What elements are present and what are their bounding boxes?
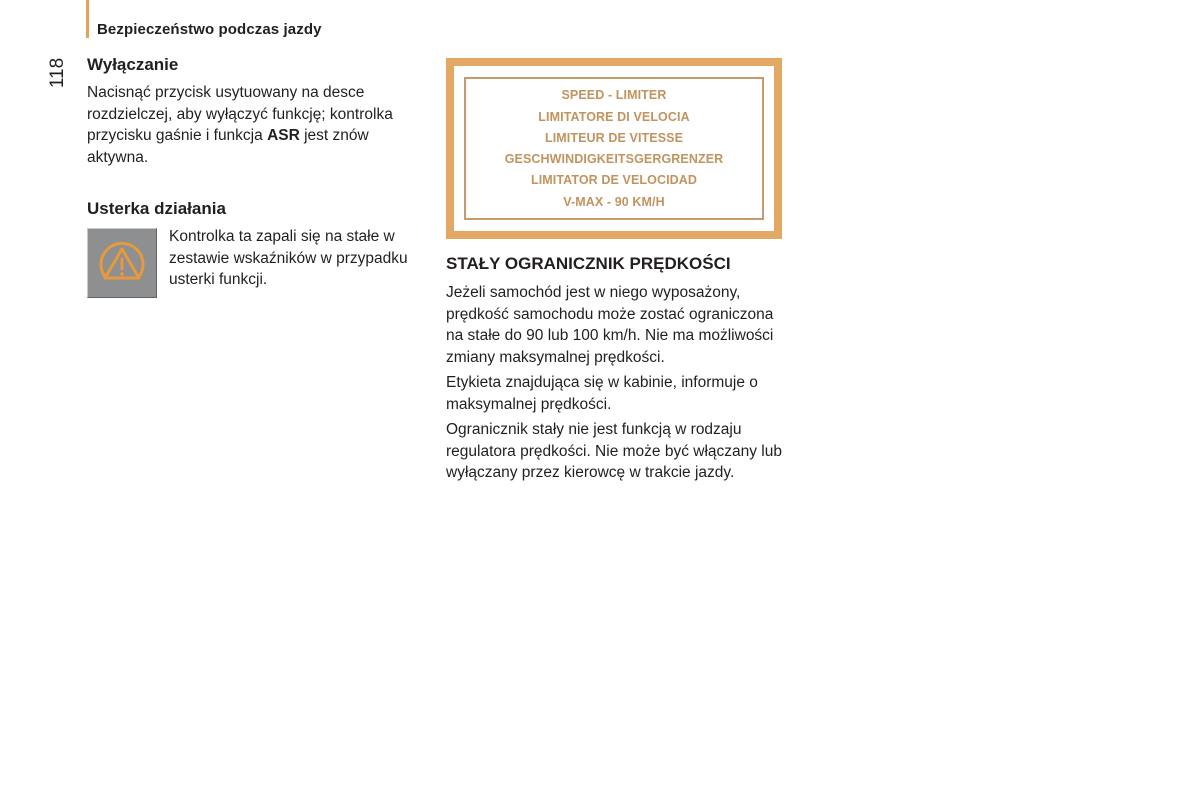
asr-bold-text: ASR xyxy=(267,127,300,144)
malfunction-text: Kontrolka ta zapali się na stałe w zestawie wskaźników w przypadku usterki funkcji. xyxy=(169,228,408,288)
paragraph: Etykieta znajdująca się w kabinie, informuje o maksymalnej prędkości. xyxy=(446,374,758,413)
left-column xyxy=(87,54,432,298)
paragraph: Ogranicznik stały nie jest funkcją w rodzaju regulatora prędkości. Nie może być włączany lub wyłączany przez kierowcę w trakcie jazdy. xyxy=(446,421,782,481)
malfunction-row xyxy=(87,226,432,298)
right-column xyxy=(446,254,791,488)
section-header-title: Bezpieczeństwo podczas jazdy xyxy=(97,21,322,38)
warning-triangle-icon xyxy=(87,228,157,298)
label-line-limitator: LIMITATOR DE VELOCIDAD xyxy=(530,173,698,188)
malfunction-heading: Usterka działania xyxy=(87,199,226,218)
paragraph: Jeżeli samochód jest w niego wyposażony, prędkość samochodu może zostać ograniczona na stałe do 90 lub 100 km/h. Nie ma możliwości zmiany maksymalnej prędkości. xyxy=(446,284,774,366)
speed-limiter-label-frame xyxy=(464,77,764,220)
switch-off-text xyxy=(87,82,432,168)
fixed-speed-limiter-heading: STAŁY OGRANICZNIK PRĘDKOŚCI xyxy=(446,254,731,273)
label-line-limitatore: LIMITATORE DI VELOCIA xyxy=(538,109,690,124)
label-line-vmax: V-MAX - 90 KM/H xyxy=(563,194,665,209)
label-line-geschwindigkeit: GESCHWINDIGKEITSGERGRENZER xyxy=(504,152,724,167)
speed-limiter-label-image xyxy=(446,58,782,239)
switch-off-heading: Wyłączanie xyxy=(87,55,179,74)
switch-off-text-part-1: Nacisnąć przycisk usytuowany na desce rozdzielczej, aby wyłączyć funkcję; kontrolka przycisku gaśnie i funkcja xyxy=(87,84,393,144)
label-line-limiteur: LIMITEUR DE VITESSE xyxy=(544,130,684,145)
switch-off-text-part-2: jest znów aktywna. xyxy=(87,127,369,166)
label-line-speed-limiter: SPEED - LIMITER xyxy=(561,88,667,103)
header-accent-bar xyxy=(86,0,89,38)
page-number: 118 xyxy=(47,57,68,89)
speed-limiter-label-inner xyxy=(454,66,774,231)
